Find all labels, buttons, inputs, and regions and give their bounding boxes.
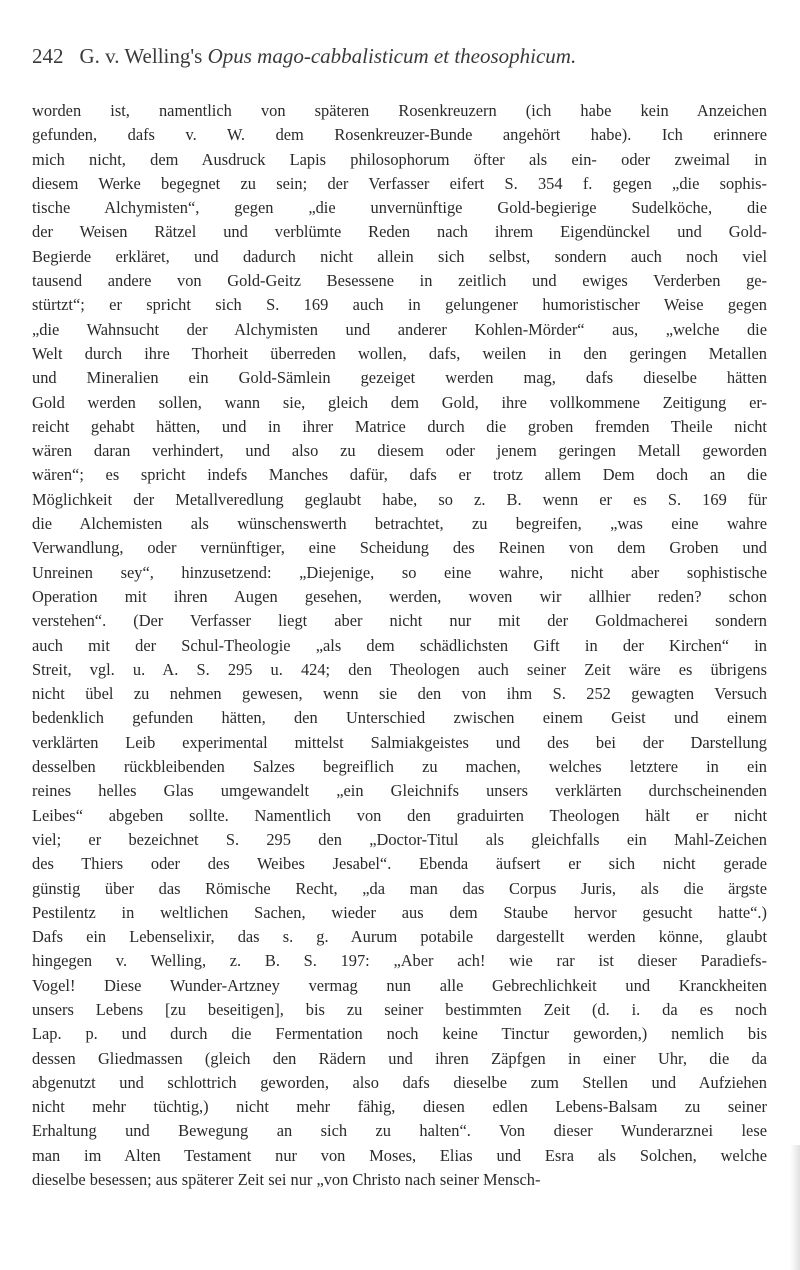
body-text <box>32 99 767 1192</box>
text-line: Pestilentz in weltlichen Sachen, wieder aus dem Staube hervor gesucht hatte“.) <box>32 902 767 922</box>
text-line: Gold werden sollen, wann sie, gleich dem Gold, ihre vollkommene Zeitigung er- <box>32 392 767 412</box>
text-line: verstehen“. (Der Verfasser liegt aber nicht nur mit der Goldmacherei sondern <box>32 611 767 631</box>
text-line: unsers Lebens [zu beseitigen], bis zu seiner bestimmten Zeit (d. i. da es noch <box>32 999 767 1019</box>
text-line: desselben rückbleibenden Salzes begreiflich zu machen, welches letztere in ein <box>32 757 767 777</box>
text-line: „die Wahnsucht der Alchymisten und anderer Kohlen-Mörder“ aus, „welche die <box>32 319 767 339</box>
text-line: viel; er bezeichnet S. 295 den „Doctor-Titul als gleichfalls ein Mahl-Zeichen <box>32 829 767 849</box>
text-line: Verwandlung, oder vernünftiger, eine Scheidung des Reinen von dem Groben und <box>32 538 767 558</box>
text-line: und Mineralien ein Gold-Sämlein gezeiget werden mag, dafs dieselbe hätten <box>32 368 767 388</box>
text-line: Möglichkeit der Metallveredlung geglaubt habe, so z. B. wenn er es S. 169 für <box>32 489 767 509</box>
text-line: reicht gehabt hätten, und in ihrer Matrice durch die groben fremden Theile nicht <box>32 416 767 436</box>
text-line: Operation mit ihren Augen gesehen, werden, woven wir allhier reden? schon <box>32 586 767 606</box>
text-line: auch mit der Schul-Theologie „als dem schädlichsten Gift in der Kirchen“ in <box>32 635 767 655</box>
page-edge-shadow <box>790 1145 800 1270</box>
text-line: günstig über das Römische Recht, „da man das Corpus Juris, als die ärgste <box>32 878 767 898</box>
text-line: Vogel! Diese Wunder-Artzney vermag nun alle Gebrechlichkeit und Kranckheiten <box>32 975 767 995</box>
text-line: stürtzt“; er spricht sich S. 169 auch in gelungener humoristischer Weise gegen <box>32 295 767 315</box>
text-line: nicht mehr tüchtig,) nicht mehr fähig, diesen edlen Lebens-Balsam zu seiner <box>32 1097 767 1117</box>
text-line: man im Alten Testament nur von Moses, Elias und Esra als Solchen, welche <box>32 1145 767 1165</box>
text-line: gefunden, dafs v. W. dem Rosenkreuzer-Bunde angehört habe). Ich erinnere <box>32 125 767 145</box>
text-line: Erhaltung und Bewegung an sich zu halten“. Von dieser Wunderarznei lese <box>32 1121 767 1141</box>
running-title-work: Opus mago-cabbalisticum et theosophicum. <box>207 44 577 68</box>
text-line: des Thiers oder des Weibes Jesabel“. Ebenda äufsert er sich nicht gerade <box>32 854 767 874</box>
text-line: reines helles Glas umgewandelt „ein Gleichnifs unsers verklärten durchscheinenden <box>32 781 767 801</box>
text-line: Welt durch ihre Thorheit überreden wollen, dafs, weilen in den geringen Metallen <box>32 343 767 363</box>
text-line: mich nicht, dem Ausdruck Lapis philosophorum öfter als ein- oder zweimal in <box>32 149 767 169</box>
page-number: 242 <box>32 44 64 68</box>
running-title-author: G. v. Welling's <box>79 44 208 68</box>
text-line: abgenutzt und schlottrich geworden, also dafs dieselbe zum Stellen und Aufziehen <box>32 1072 767 1092</box>
text-line: Streit, vgl. u. A. S. 295 u. 424; den Theologen auch seiner Zeit wäre es übrigens <box>32 659 767 679</box>
text-line: wären daran verhindert, und also zu diesem oder jenem geringen Metall geworden <box>32 441 767 461</box>
text-line: worden ist, namentlich von späteren Rosenkreuzern (ich habe kein Anzeichen <box>32 101 767 120</box>
text-line: hingegen v. Welling, z. B. S. 197: „Aber ach! wie rar ist dieser Paradiefs- <box>32 951 767 971</box>
running-title <box>80 44 577 68</box>
text-line: verklärten Leib experimental mittelst Salmiakgeistes und des bei der Darstellung <box>32 732 767 752</box>
text-line: dessen Gliedmassen (gleich den Rädern und ihren Zäpfgen in einer Uhr, die da <box>32 1048 767 1068</box>
text-line: Lap. p. und durch die Fermentation noch keine Tinctur geworden,) nemlich bis <box>32 1024 767 1044</box>
text-line: wären“; es spricht indefs Manches dafür, dafs er trotz allem Dem doch an die <box>32 465 767 485</box>
text-line: die Alchemisten als wünschenswerth betrachtet, zu begreifen, „was eine wahre <box>32 514 767 534</box>
text-line: bedenklich gefunden hätten, den Unterschied zwischen einem Geist und einem <box>32 708 767 728</box>
running-header <box>32 44 767 69</box>
text-line: Leibes“ abgeben sollte. Namentlich von den graduirten Theologen hält er nicht <box>32 805 767 825</box>
text-line: dieselbe besessen; aus späterer Zeit sei nur „von Christo nach seiner Mensch- <box>32 1170 541 1190</box>
text-line: der Weisen Rätzel und verblümte Reden nach ihrem Eigendünckel und Gold- <box>32 222 767 242</box>
text-line: diesem Werke begegnet zu sein; der Verfasser eifert S. 354 f. gegen „die sophis- <box>32 173 767 193</box>
text-line: Unreinen sey“, hinzusetzend: „Diejenige, so eine wahre, nicht aber sophistische <box>32 562 767 582</box>
text-line: nicht übel zu nehmen gewesen, wenn sie den von ihm S. 252 gewagten Versuch <box>32 684 767 704</box>
text-line: Dafs ein Lebenselixir, das s. g. Aurum potabile dargestellt werden könne, glaubt <box>32 927 767 947</box>
text-line: Begierde erkläret, und dadurch nicht allein sich selbst, sondern auch noch viel <box>32 246 767 266</box>
text-line: tausend andere von Gold-Geitz Besessene in zeitlich und ewiges Verderben ge- <box>32 271 767 291</box>
text-line: tische Alchymisten“, gegen „die unvernünftige Gold-begierige Sudelköche, die <box>32 198 767 218</box>
